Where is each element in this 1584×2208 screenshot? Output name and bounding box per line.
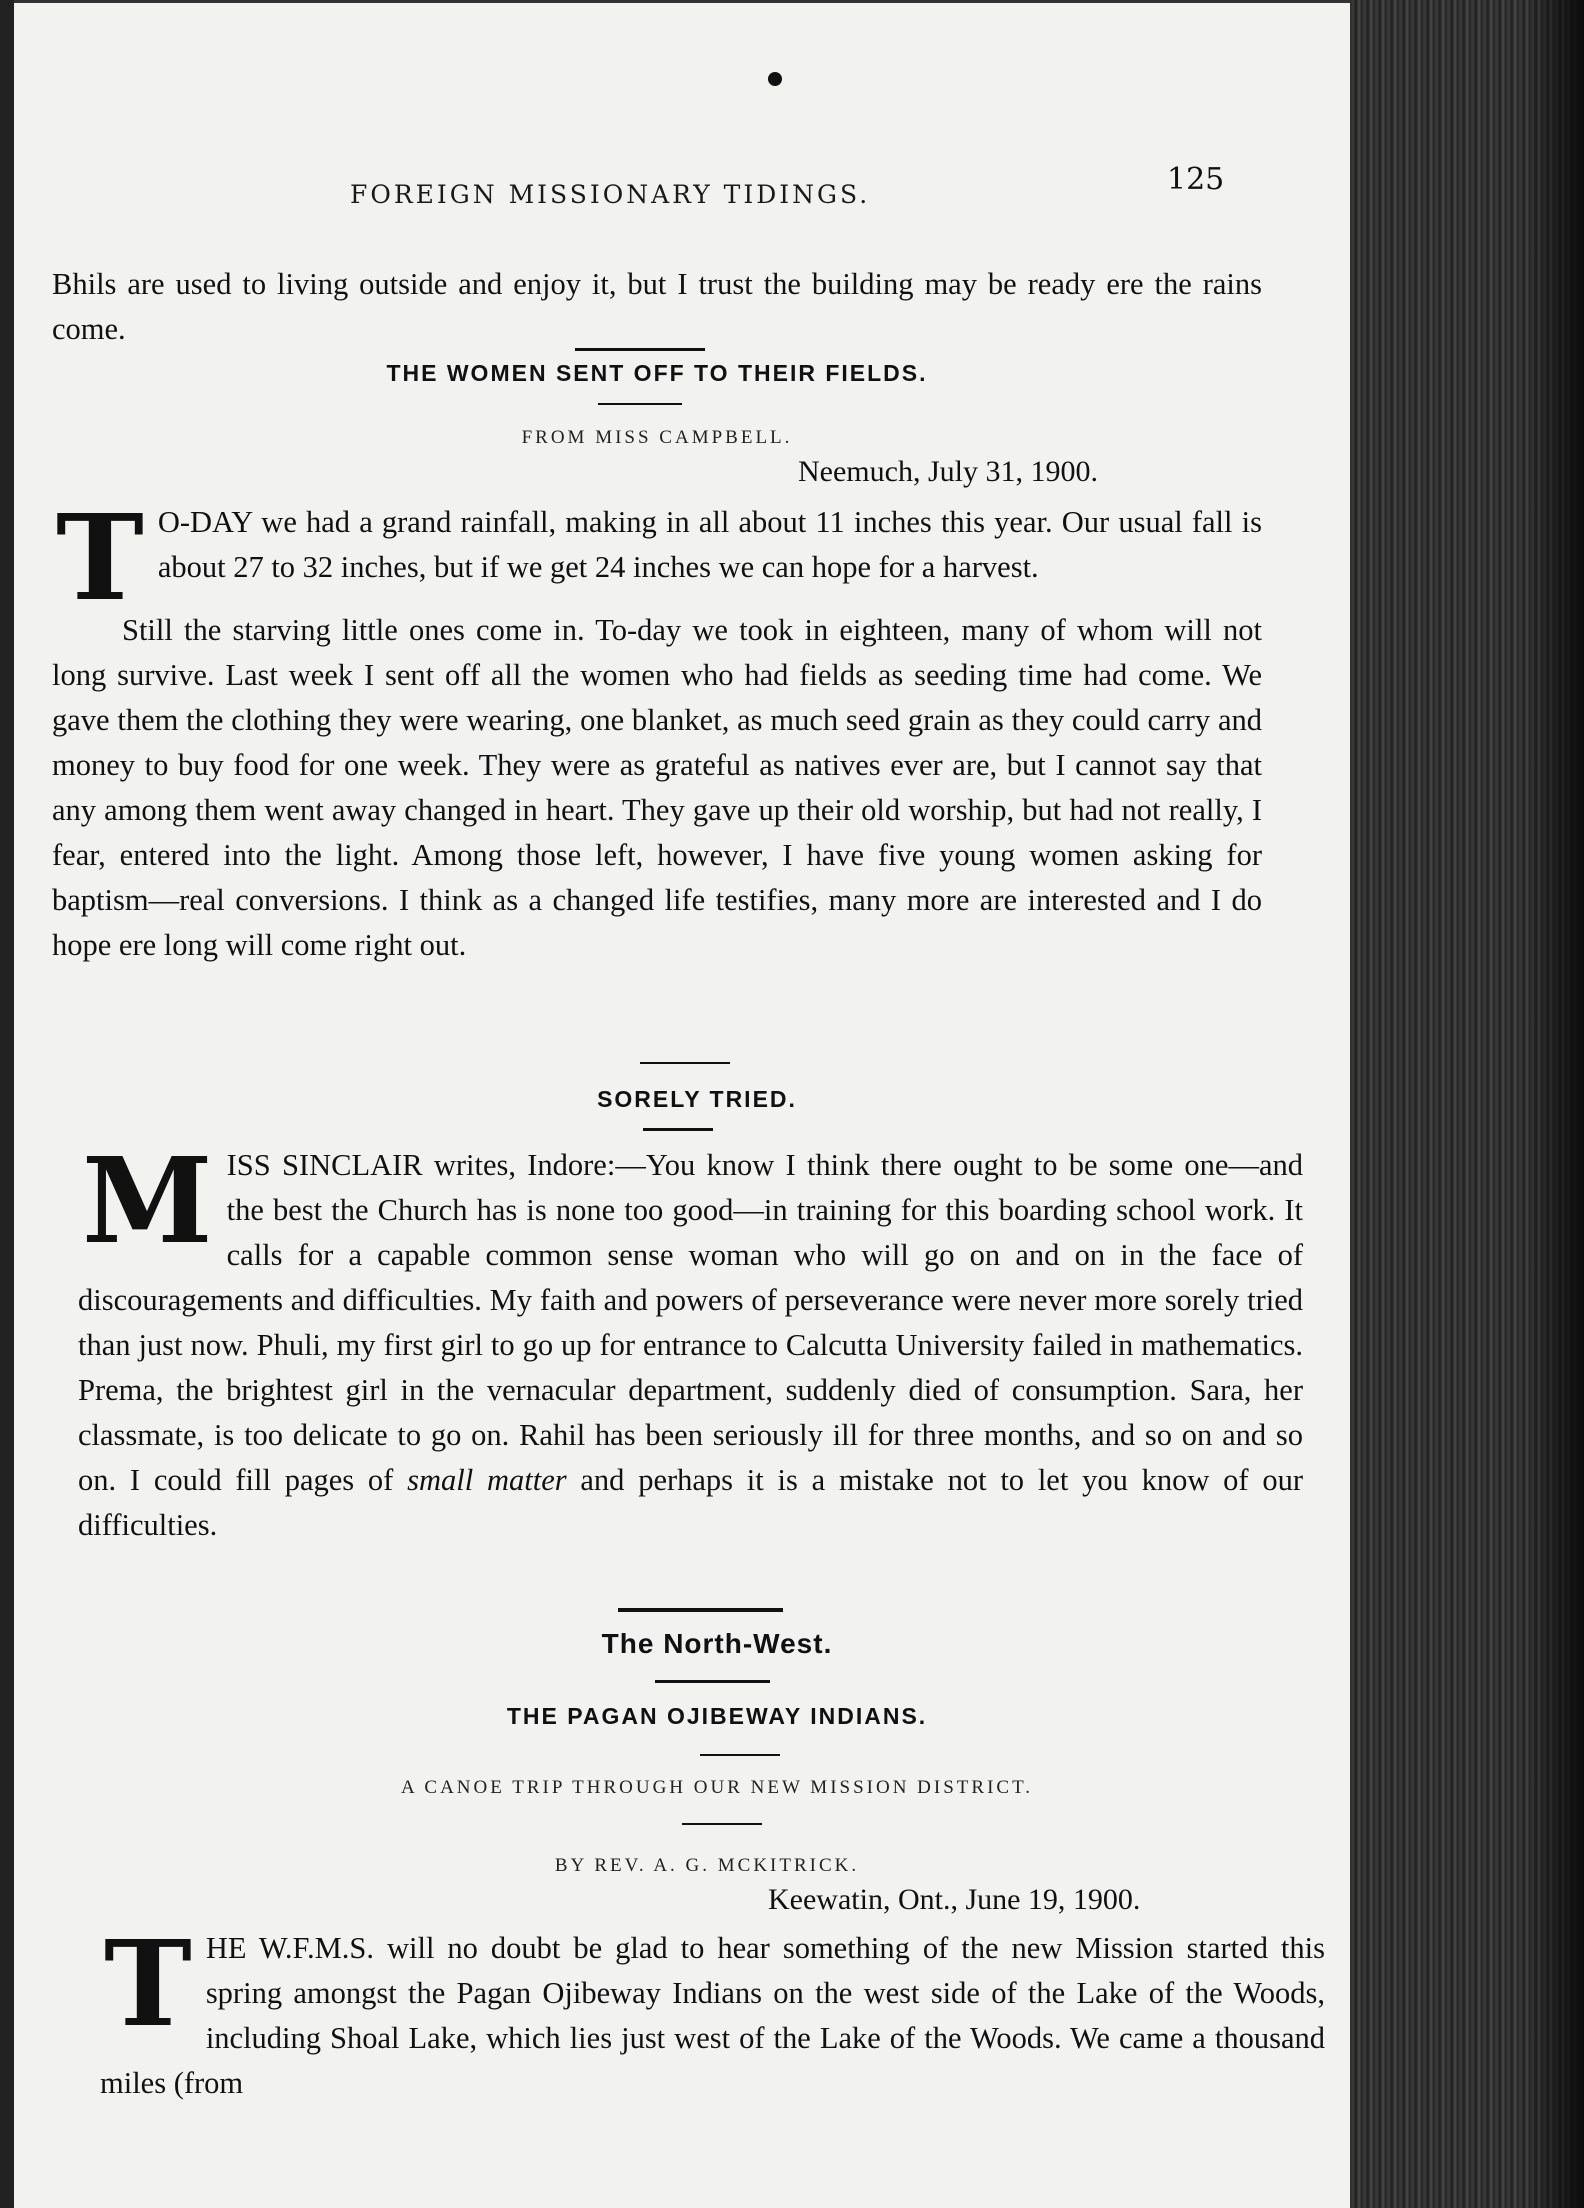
book-page-edges — [1350, 0, 1584, 2208]
byline-miss-campbell: FROM MISS CAMPBELL. — [521, 427, 793, 448]
section-rule — [598, 403, 682, 405]
section-rule — [575, 348, 705, 351]
page-number: 125 — [1167, 162, 1225, 197]
campbell-para-1: O-DAY we had a grand rainfall, making in all about 11 inches this year. Our usual fall is about 27 to 32 inches, but if we get 24 inches we can hope for a harvest. — [157, 505, 1262, 584]
section-rule — [618, 1608, 783, 1612]
dateline-keewatin: Keewatin, Ont., June 19, 1900. — [768, 1883, 1141, 1916]
region-title-north-west: The North-West. — [601, 1628, 833, 1659]
section-rule — [700, 1754, 780, 1756]
opening-paragraph — [52, 262, 1262, 352]
sinclair-text-tail: and perhaps it is a mistake not to let you know of our difficulties. — [78, 1463, 1303, 1542]
sinclair-text-lead: ISS SINCLAIR writes, Indore:—You know I think there ought to be some one—and the best the Church has is none too good—in training for this boarding school work. It calls for a capable common sense woman who will go on and on in the face of discouragements and difficulties. My faith and powers of perseverance were never more sorely tried than just now. Phuli, my first girl to go up for entrance to Calcutta University failed in mathematics. Prema, the brightest girl in the vernacular department, suddenly died of consumption. Sara, her classmate, is too delicate to go on. Rahil has been seriously ill for three months, and so on and so on. I could fill pages of — [78, 1148, 1303, 1497]
section-rule — [640, 1062, 730, 1064]
mckitrick-letter — [100, 1914, 1325, 2106]
dateline-neemuch: Neemuch, July 31, 1900. — [798, 455, 1098, 488]
section-title-pagan-ojibeway: THE PAGAN OJIBEWAY INDIANS. — [506, 1703, 928, 1729]
section-title-sorely-tried: SORELY TRIED. — [597, 1086, 797, 1112]
ink-dot — [768, 72, 782, 86]
section-rule — [682, 1823, 762, 1825]
mckitrick-para-1: HE W.F.M.S. will no doubt be glad to hear something of the new Mission started this spring amongst the Pagan Ojibeway Indians on the west side of the Lake of the Woods, including Shoal Lake, which lies just west of the Lake of the Woods. We came a thousand miles (from — [100, 1931, 1325, 2100]
dropcap-m: M — [82, 1131, 213, 1270]
subtitle-canoe-trip: A CANOE TRIP THROUGH OUR NEW MISSION DISTRICT. — [400, 1777, 1034, 1798]
running-title: FOREIGN MISSIONARY TIDINGS. — [350, 180, 871, 209]
byline-mckitrick: BY REV. A. G. MCKITRICK. — [554, 1855, 860, 1876]
sinclair-letter — [78, 1131, 1303, 1548]
opening-text: Bhils are used to living outside and enjoy it, but I trust the building may be ready ere the rains come. — [52, 267, 1262, 346]
section-rule — [643, 1128, 713, 1131]
section-title-women-sent-off: THE WOMEN SENT OFF TO THEIR FIELDS. — [386, 360, 928, 386]
sinclair-text-italic: small matter — [407, 1463, 567, 1497]
section-rule — [655, 1680, 770, 1683]
dropcap-t-2: T — [104, 1914, 192, 2053]
campbell-para-2: Still the starving little ones come in. To-day we took in eighteen, many of whom will not long survive. Last week I sent off all the women who had fields as seeding time had come. We gave them the clothing they were wearing, one blanket, as much seed grain as they could carry and money to buy food for one week. They were as grateful as natives ever are, but I cannot say that any among them went away changed in heart. They gave up their old worship, but had not really, I fear, entered into the light. Among those left, however, I have five young women asking for baptism—real conversions. I think as a changed life testifies, many more are interested and I do hope ere long will come right out. — [52, 613, 1262, 962]
dropcap-t: T — [56, 488, 144, 627]
campbell-letter — [52, 488, 1262, 968]
